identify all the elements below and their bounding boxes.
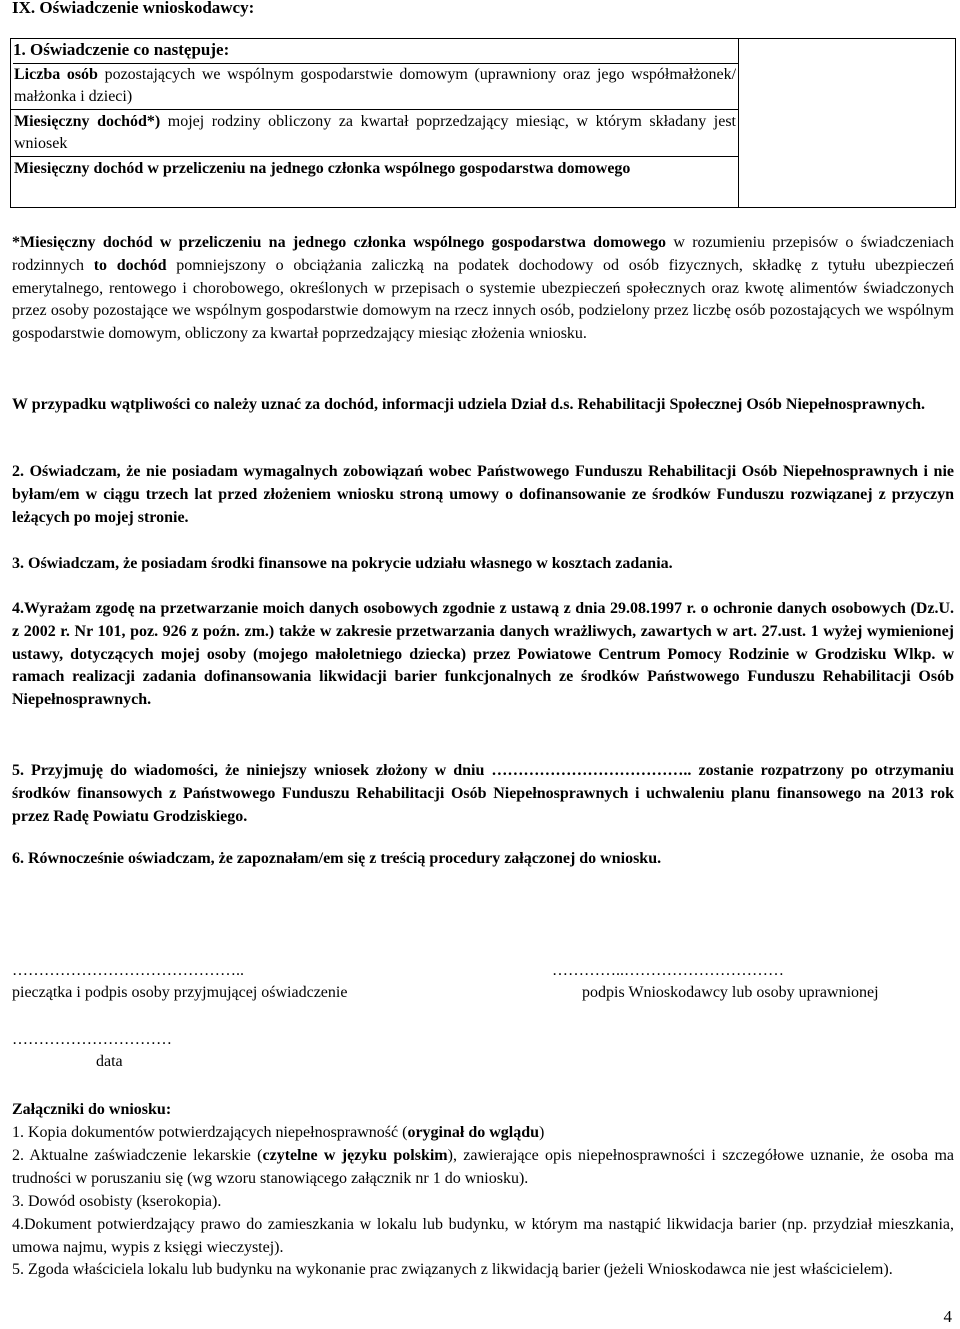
signature-line-right: …………..…………………………	[552, 962, 784, 979]
section-title: IX. Oświadczenie wnioskodawcy:	[12, 0, 255, 17]
signature-label-left: pieczątka i podpis osoby przyjmującej oświadczenie	[12, 984, 348, 1001]
attachment-4: 4.Dokument potwierdzający prawo do zamieszkania w lokalu lub budynku, w którym ma nastąpić likwidacja barier (np. przydział mieszkania, umowa najmu, wypis z księgi wieczystej).	[12, 1216, 954, 1256]
statement-6: 6. Równocześnie oświadczam, że zapoznałam/em się z treścią procedury załączonej do wniosku.	[12, 850, 662, 867]
attachment-1: 1. Kopia dokumentów potwierdzających niepełnosprawność (oryginał do wglądu)	[12, 1124, 545, 1141]
per-capita-income-label: Miesięczny dochód w przeliczeniu na jednego członka wspólnego gospodarstwa domowego	[14, 160, 631, 177]
date-line: …………………………	[12, 1031, 172, 1048]
statement-table	[10, 38, 956, 208]
signature-line-left: ……………………………………..	[12, 962, 244, 979]
statement-2: 2. Oświadczam, że nie posiadam wymagalnych zobowiązań wobec Państwowego Funduszu Rehabilitacji Osób Niepełnosprawnych i nie byłam/em w ciągu trzech lat przed złożeniem wniosku stroną umowy o dofinansowanie ze środków Funduszu rozwiązanej z przyczyn leżących po mojej stronie.	[12, 463, 954, 526]
table-column-divider	[738, 39, 739, 207]
page-number: 4	[943, 1307, 952, 1326]
attachment-5: 5. Zgoda właściciela lokalu lub budynku na wykonanie prac związanych z likwidacją barier (jeżeli Wnioskodawca nie jest właścicielem).	[12, 1261, 893, 1278]
row-divider	[11, 109, 738, 110]
table-heading: 1. Oświadczenie co następuje:	[13, 39, 738, 64]
attachment-2: 2. Aktualne zaświadczenie lekarskie (czytelne w języku polskim), zawierające opis niepełnosprawności i szczegółowe uznanie, że osoba ma trudności w poruszaniu się (wg wzoru stanowiącego załącznik nr 1 do wniosku).	[12, 1147, 954, 1187]
attachment-3: 3. Dowód osobisty (kserokopia).	[12, 1193, 222, 1210]
statement-5: 5. Przyjmuję do wiadomości, że niniejszy wniosek złożony w dniu ……………………………….. zostanie rozpatrzony po otrzymaniu środków finansowych z Państwowego Funduszu Rehabilitacji Osób Niepełnosprawnych i uchwaleniu planu finansowego na 2013 rok przez Radę Powiatu Grodziskiego.	[12, 762, 954, 825]
household-count-label: Liczba osób pozostających we wspólnym gospodarstwie domowym (uprawniony oraz jego współmałżonek/ małżonka i dzieci)	[14, 66, 737, 105]
statement-4: 4.Wyrażam zgodę na przetwarzanie moich danych osobowych zgodnie z ustawą z dnia 29.08.1997 r. o ochronie danych osobowych (Dz.U. z 2002 r. Nr 101, poz. 926 z poźn. zm.) także w zakresie przetwarzania danych wrażliwych, zawartych w art. 27.ust. 1 wyżej wymienionej ustawy, dotyczących mojej osoby (mojego małoletniego dziecka) przez Powiatowe Centrum Pomocy Rodzinie w Grodzisku Wlkp. w ramach realizacji zadania dofinansowania likwidacji barier funkcjonalnych ze środków Państwowego Funduszu Rehabilitacji Osób Niepełnosprawnych.	[12, 600, 954, 709]
monthly-income-label: Miesięczny dochód*) mojej rodziny obliczony za kwartał poprzedzający miesiąc, w którym składany jest wniosek	[14, 113, 736, 152]
income-doubt-note: W przypadku wątpliwości co należy uznać za dochód, informacji udziela Dział d.s. Rehabilitacji Społecznej Osób Niepełnosprawnych.	[12, 396, 926, 413]
row-divider	[11, 156, 738, 157]
date-label: data	[96, 1053, 123, 1070]
attachments-heading: Załączniki do wniosku:	[12, 1101, 172, 1118]
income-footnote: *Miesięczny dochód w przeliczeniu na jednego członka wspólnego gospodarstwa domowego w rozumieniu przepisów o świadczeniach rodzinnych to dochód pomniejszony o obciążania zaliczką na podatek dochodowy od osób fizycznych, składkę z tytułu ubezpieczeń emerytalnego, rentowego i chorobowego, określonych w przepisach o systemie ubezpieczeń społecznych oraz kwotę alimentów świadczonych przez osoby pozostające we wspólnym gospodarstwie domowym na rzecz innych osób, podzielony przez liczbę osób pozostających we wspólnym gospodarstwie domowym, obliczony za kwartał poprzedzający miesiąc złożenia wniosku.	[12, 234, 955, 343]
statement-3: 3. Oświadczam, że posiadam środki finansowe na pokrycie udziału własnego w kosztach zadania.	[12, 555, 673, 572]
signature-label-right: podpis Wnioskodawcy lub osoby uprawnionej	[582, 984, 879, 1001]
